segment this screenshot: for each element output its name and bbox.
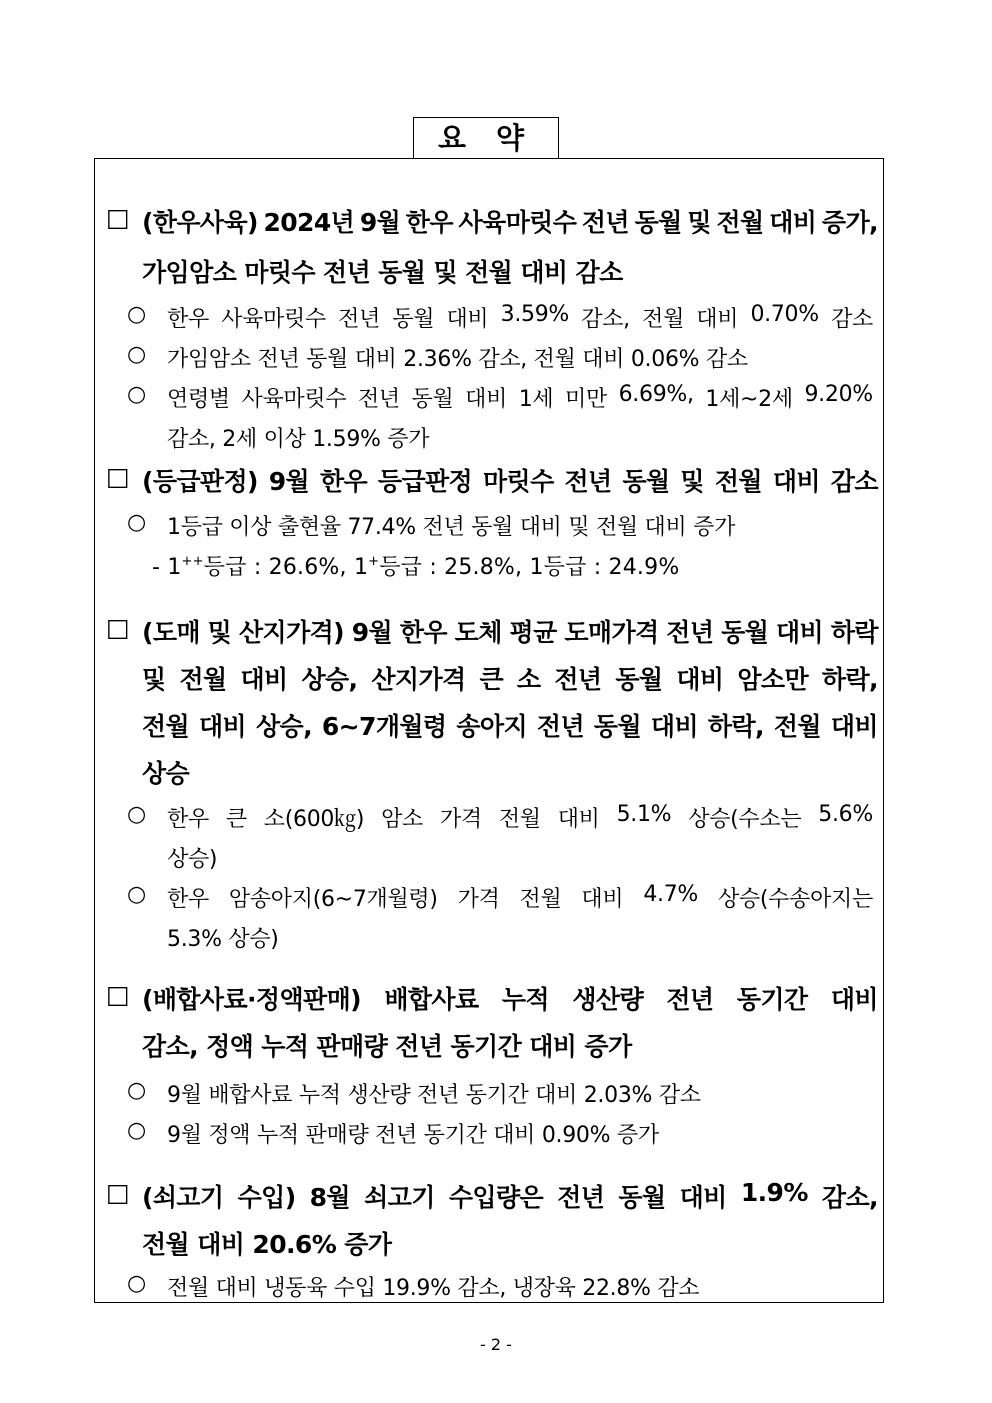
item-text: 1등급 이상 출현율 77.4% 전년 동월 대비 및 전월 대비 증가 [167,515,736,540]
section-heading-line: 전월 대비 20.6% 증가 [142,1230,392,1259]
word: 대비 [581,887,624,912]
section-heading-line [142,613,878,649]
word: 전년 [581,208,629,237]
word: 송아지 [456,712,528,741]
word: 한우 [167,807,209,832]
word: 한우 [319,467,368,496]
word: 도체 [454,618,502,647]
circle-bullet-icon: ○ [127,302,146,327]
word: 3.59% [500,302,570,327]
word: 대비 [830,712,878,741]
item-text [167,882,873,913]
word: 전월 [714,467,762,496]
item-text: 상승) [167,847,218,872]
item-text: 9월 정액 누적 판매량 전년 동기간 대비 0.90% 증가 [167,1123,659,1148]
item-text: 가임암소 전년 동월 대비 2.36% 감소, 전월 대비 0.06% 감소 [167,347,748,372]
word: 상승, [256,712,312,741]
word: 증가, [821,208,878,237]
word: 및 [687,208,711,237]
word: 대비 [465,387,508,412]
word: 암소 [381,807,423,832]
word: 사육마릿수 [241,387,347,412]
word: 사육마릿수 [458,208,577,237]
word: 상승, [301,665,358,694]
summary-title: 요 약 [413,117,559,158]
word: 대비 [557,807,600,832]
word: 전년 [338,307,381,332]
grade-1pp-value: 등급 : 26.6%, [203,555,347,580]
item-text: 전월 대비 냉동육 수입 19.9% 감소, 냉장육 22.8% 감소 [167,1276,700,1301]
section-heading-line [142,660,878,696]
word: 암소만 [737,665,808,694]
section-heading-line [142,707,878,743]
page-number: - 2 - [480,1335,512,1354]
grade-1-value: 1등급 : 24.9% [529,555,680,580]
word: 및 [680,467,704,496]
section-heading-line: 상승 [142,759,190,788]
circle-bullet-icon: ○ [127,510,146,535]
word: 미만 [565,387,607,412]
word: (도매 [142,618,200,647]
circle-bullet-icon: ○ [127,382,146,407]
word: 대비 [679,1183,727,1212]
word: 및 [142,665,166,694]
circle-bullet-icon: ○ [127,1271,146,1296]
item-text: 5.3% 상승) [167,927,279,952]
word: 감소, [581,307,630,332]
word: 9월 [351,618,393,647]
word: 하락 [830,618,878,647]
word: (등급판정) [142,467,258,496]
word: 4.7% [643,882,699,907]
word: 동기간 [736,985,808,1014]
word: 대비 [240,665,288,694]
grade-1p-base: 1 [353,555,369,580]
checkbox-icon: □ [106,462,130,491]
word: 1.9% [740,1178,808,1207]
circle-bullet-icon: ○ [127,882,146,907]
word: 수입) [237,1183,296,1212]
word: 전년 [666,985,714,1014]
word: 대비 [696,307,739,332]
word: 대비 [769,208,817,237]
word: 동월 [622,467,670,496]
checkbox-icon: □ [106,203,130,232]
word: 누적 [501,985,549,1014]
word: 상승(수소는 [688,807,802,832]
section-heading-line [142,980,878,1016]
circle-bullet-icon: ○ [127,1078,146,1103]
section-heading-line [142,203,878,239]
word: 5.1% [616,802,672,827]
word: 전년 [564,467,612,496]
word: 대비 [775,618,824,647]
word: 가격 [457,887,500,912]
checkbox-icon: □ [106,613,130,642]
word: 전월 [179,665,227,694]
word: 큰 [225,807,247,832]
word: 배합사료 [384,985,479,1014]
word: 수입량은 [448,1183,544,1212]
grade-1p-sup: + [368,554,380,569]
word: 대비 [772,467,820,496]
section-heading-line: 가임암소 마릿수 전년 동월 및 전월 대비 감소 [142,258,623,287]
word: 2024년 [263,208,355,237]
word: 대비 [830,985,878,1014]
item-text [167,302,873,333]
word: 전년 [536,712,585,741]
item-text: 9월 배합사료 누적 생산량 전년 동기간 대비 2.03% 감소 [167,1083,701,1108]
grade-1pp-sup: ++ [181,554,204,569]
word: (한우사육) [142,208,258,237]
word: 마릿수 [482,467,554,496]
word: 도매가격 [564,618,659,647]
word: 큰 [479,665,503,694]
word: 대비 [199,712,247,741]
word: 감소, [821,1183,878,1212]
word: 대비 [650,712,699,741]
word: (쇠고기 [142,1183,224,1212]
word: 5.6% [818,802,873,827]
word: 동월 [634,208,682,237]
word: 6.69%, [618,382,694,407]
word: 소 [516,665,541,694]
word: 및 [207,618,232,647]
word: 전월 [642,307,685,332]
word: 생산량 [572,985,643,1014]
dash-bullet: - [152,555,161,580]
word: 1세 [518,387,554,412]
word: 동월 [618,1183,666,1212]
word: 사육마릿수 [221,307,326,332]
word: 연령별 [167,387,230,412]
word: 소(600㎏) [263,807,365,832]
word: 등급판정 [377,467,473,496]
word: 9.20% [804,382,873,407]
word: 상승(수송아지는 [718,887,873,912]
word: 전월 [773,712,821,741]
section-heading-line [142,462,878,498]
circle-bullet-icon: ○ [127,1118,146,1143]
circle-bullet-icon: ○ [127,802,146,827]
word: 한우 [167,887,209,912]
word: 0.70% [750,302,819,327]
word: 쇠고기 [364,1183,435,1212]
word: 전월 [716,208,764,237]
word: 6~7개월령 [321,712,447,741]
word: 전년 [666,618,714,647]
word: 전월 [519,887,562,912]
grade-1pp-base: 1 [167,555,182,580]
circle-bullet-icon: ○ [127,342,146,367]
checkbox-icon: □ [106,1178,130,1207]
word: 동월 [593,712,642,741]
grade-breakdown [152,550,679,581]
word: 동월 [721,618,769,647]
word: 감소 [830,467,878,496]
word: 하락, [821,665,878,694]
word: 전년 [554,665,602,694]
word: 9월 [359,208,401,237]
word: 전년 [357,387,400,412]
word: 동월 [615,665,663,694]
word: 9월 [268,467,310,496]
item-text [167,802,873,833]
grade-1p-value: 등급 : 25.8%, [379,555,523,580]
section-heading-line [142,1178,878,1214]
word: 대비 [676,665,724,694]
word: 산지가격) [238,618,344,647]
word: 전월 [498,807,541,832]
word: 대비 [446,307,489,332]
word: 암송아지(6~7개월령) [228,887,438,912]
word: 한우 [167,307,209,332]
word: 전년 [557,1183,605,1212]
word: 한우 [405,208,453,237]
word: 8월 [309,1183,350,1212]
word: 산지가격 [371,665,466,694]
word: 한우 [399,618,447,647]
word: 동월 [392,307,435,332]
word: 동월 [411,387,454,412]
word: 가격 [439,807,482,832]
checkbox-icon: □ [106,980,130,1009]
word: 전월 [142,712,190,741]
word: 평균 [509,618,557,647]
word: 감소 [831,307,873,332]
section-heading-line: 감소, 정액 누적 판매량 전년 동기간 대비 증가 [142,1032,632,1061]
word: 하락, [707,712,764,741]
item-text [167,382,873,413]
item-text: 감소, 2세 이상 1.59% 증가 [167,427,430,452]
word: 1세~2세 [705,387,793,412]
word: (배합사료·정액판매) [142,985,361,1014]
